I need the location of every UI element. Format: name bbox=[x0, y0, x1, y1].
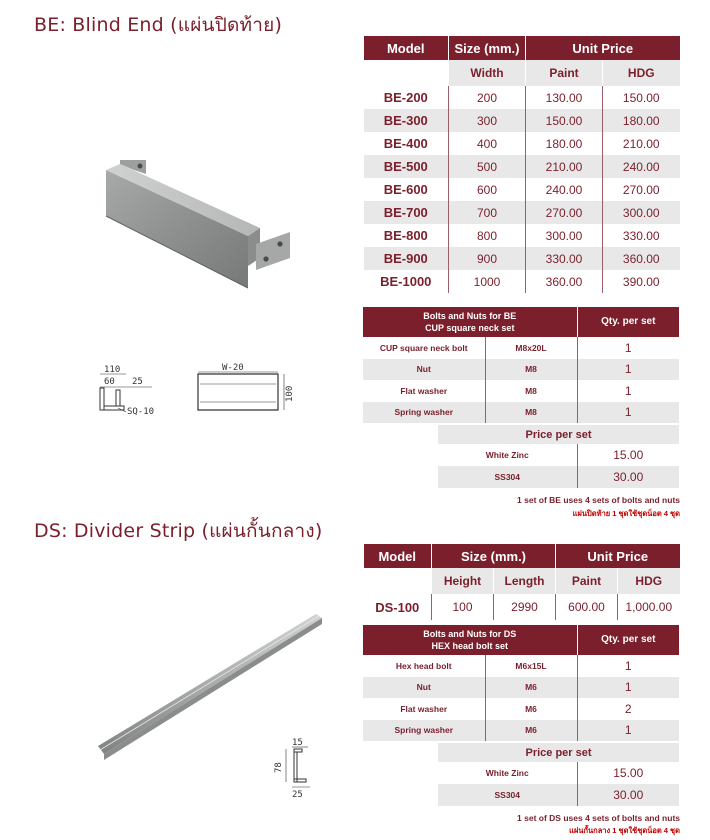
be-header-hdg: HDG bbox=[603, 60, 680, 86]
be-dim-w20: W-20 bbox=[222, 363, 244, 373]
table-cell-paint: 210.00 bbox=[526, 155, 603, 178]
be-price-table bbox=[363, 36, 680, 293]
table-cell-width: 200 bbox=[449, 86, 526, 109]
blind-end-product-image bbox=[100, 158, 296, 294]
table-cell-model: BE-600 bbox=[383, 182, 428, 197]
be-dim-60: 60 bbox=[104, 377, 115, 387]
table-cell-hdg: 270.00 bbox=[603, 178, 680, 201]
ds-bolts-header-line1: Bolts and Nuts for DS bbox=[423, 629, 517, 639]
ds-price-per-set-table bbox=[438, 743, 679, 806]
table-cell-paint: 270.00 bbox=[526, 201, 603, 224]
table-cell-width: 600 bbox=[449, 178, 526, 201]
be-header-size: Size (mm.) bbox=[449, 36, 526, 60]
bolt-size: M6 bbox=[485, 698, 577, 720]
table-cell-model: BE-300 bbox=[364, 109, 449, 132]
table-cell-width: 700 bbox=[449, 201, 526, 224]
table-cell-hdg: 150.00 bbox=[603, 86, 680, 109]
bolt-qty: 1 bbox=[577, 655, 679, 677]
table-cell-hdg: 300.00 bbox=[603, 201, 680, 224]
price-item: SS304 bbox=[438, 466, 577, 488]
bolt-size: M6 bbox=[485, 677, 577, 699]
be-note-thai: แผ่นปิดท้าย 1 ชุดใช้ชุดน็อต 4 ชุด bbox=[572, 509, 680, 518]
table-cell-width: 300 bbox=[449, 109, 526, 132]
bolt-qty: 1 bbox=[577, 720, 679, 742]
table-cell-model: BE-400 bbox=[383, 136, 428, 151]
bolt-size: M8 bbox=[485, 380, 577, 402]
ds-bolts-qty-header: Qty. per set bbox=[577, 625, 679, 655]
be-section-title: BE: Blind End (แผ่นปิดท้าย) bbox=[34, 14, 283, 36]
be-note: 1 set of BE uses 4 sets of bolts and nuts bbox=[517, 495, 680, 505]
table-cell-model: BE-1000 bbox=[380, 274, 432, 289]
bolt-item: Spring washer bbox=[363, 720, 485, 742]
table-cell-hdg: 240.00 bbox=[603, 155, 680, 178]
bolt-item: CUP square neck bolt bbox=[379, 342, 468, 353]
bolt-qty: 2 bbox=[577, 698, 679, 720]
table-cell-paint: 240.00 bbox=[526, 178, 603, 201]
bolt-qty: 1 bbox=[577, 359, 679, 381]
ds-note-thai: แผ่นกั้นกลาง 1 ชุดใช้ชุดน็อต 4 ชุด bbox=[569, 826, 680, 835]
be-bolts-table bbox=[363, 307, 679, 423]
table-cell-hdg: 390.00 bbox=[603, 270, 680, 293]
be-price-per-set-header: Price per set bbox=[438, 425, 679, 444]
table-cell-width: 400 bbox=[449, 132, 526, 155]
ds-dim-25: 25 bbox=[292, 790, 303, 800]
blind-end-front-drawing bbox=[188, 360, 306, 418]
bolt-item: Flat washer bbox=[400, 703, 448, 714]
be-bolts-header bbox=[363, 307, 577, 337]
ds-bolts-header-line2: HEX head bolt set bbox=[431, 641, 509, 651]
table-cell-width: 800 bbox=[449, 224, 526, 247]
table-cell-hdg: 360.00 bbox=[603, 247, 680, 270]
table-cell-paint: 130.00 bbox=[526, 86, 603, 109]
table-cell-width: 500 bbox=[449, 155, 526, 178]
table-cell-width: 900 bbox=[449, 247, 526, 270]
ds-dim-78: 78 bbox=[274, 762, 284, 773]
be-header-width: Width bbox=[449, 60, 526, 86]
bolt-size: M6 bbox=[485, 720, 577, 742]
ds-header-size: Size (mm.) bbox=[432, 544, 556, 568]
table-cell-paint: 150.00 bbox=[526, 109, 603, 132]
ds-bolts-table bbox=[363, 625, 679, 741]
price-value: 15.00 bbox=[577, 444, 679, 466]
ds-price-table bbox=[363, 544, 680, 620]
table-cell-hdg: 180.00 bbox=[603, 109, 680, 132]
ds-header-unit-price: Unit Price bbox=[556, 544, 680, 568]
ds-header-model: Model bbox=[364, 544, 432, 568]
be-bolts-header-line2: CUP square neck set bbox=[425, 323, 515, 333]
ds-header-paint: Paint bbox=[556, 568, 618, 594]
ds-header-hdg: HDG bbox=[618, 568, 680, 594]
ds-bolts-header bbox=[363, 625, 577, 655]
table-cell-paint: 330.00 bbox=[526, 247, 603, 270]
bolt-item: Nut bbox=[363, 359, 485, 381]
ds-note: 1 set of DS uses 4 sets of bolts and nuts bbox=[517, 813, 680, 823]
be-dim-sq10: SQ-10 bbox=[127, 407, 155, 417]
table-cell-model: DS-100 bbox=[375, 599, 420, 615]
bolt-size: M6x15L bbox=[485, 655, 577, 677]
ds-header-height: Height bbox=[432, 568, 494, 594]
bolt-size: M8 bbox=[485, 402, 577, 424]
table-cell-model: BE-200 bbox=[383, 90, 428, 105]
ds-header-length: Length bbox=[494, 568, 556, 594]
bolt-qty: 1 bbox=[577, 677, 679, 699]
ds-price-per-set-header: Price per set bbox=[438, 743, 679, 762]
be-dim-25: 25 bbox=[132, 377, 143, 387]
price-item: White Zinc bbox=[485, 450, 529, 460]
bolt-qty: 1 bbox=[577, 402, 679, 424]
bolt-size: M8x20L bbox=[485, 337, 577, 359]
bolt-item: Nut bbox=[363, 677, 485, 699]
table-cell-paint: 360.00 bbox=[526, 270, 603, 293]
price-value: 15.00 bbox=[577, 762, 679, 784]
be-price-per-set-table bbox=[438, 425, 679, 488]
ds-dim-15: 15 bbox=[292, 738, 303, 748]
bolt-qty: 1 bbox=[577, 380, 679, 402]
be-header-blank bbox=[364, 60, 449, 86]
table-cell-paint: 300.00 bbox=[526, 224, 603, 247]
be-header-unit-price: Unit Price bbox=[526, 36, 680, 60]
bolt-item: Spring washer bbox=[363, 402, 485, 424]
ds-section-title: DS: Divider Strip (แผ่นกั้นกลาง) bbox=[34, 520, 323, 542]
table-cell-length: 2990 bbox=[494, 594, 556, 620]
table-cell-paint: 180.00 bbox=[526, 132, 603, 155]
price-item: White Zinc bbox=[485, 768, 529, 778]
price-value: 30.00 bbox=[577, 784, 679, 806]
table-cell-hdg: 330.00 bbox=[603, 224, 680, 247]
be-header-paint: Paint bbox=[526, 60, 603, 86]
be-bolts-qty-header: Qty. per set bbox=[577, 307, 679, 337]
price-item: SS304 bbox=[438, 784, 577, 806]
ds-header-blank bbox=[364, 568, 432, 594]
table-cell-hdg: 1,000.00 bbox=[618, 594, 680, 620]
table-cell-paint: 600.00 bbox=[556, 594, 618, 620]
bolt-qty: 1 bbox=[577, 337, 679, 359]
table-cell-height: 100 bbox=[432, 594, 494, 620]
table-cell-model: BE-800 bbox=[383, 228, 428, 243]
table-cell-model: BE-700 bbox=[364, 201, 449, 224]
bolt-item: Flat washer bbox=[400, 385, 448, 396]
be-dim-100: 100 bbox=[285, 385, 295, 402]
table-cell-width: 1000 bbox=[449, 270, 526, 293]
be-header-model: Model bbox=[364, 36, 449, 60]
price-value: 30.00 bbox=[577, 466, 679, 488]
blind-end-side-drawing bbox=[92, 362, 172, 424]
divider-strip-drawing bbox=[268, 735, 328, 801]
table-cell-hdg: 210.00 bbox=[603, 132, 680, 155]
table-cell-model: BE-500 bbox=[364, 155, 449, 178]
be-dim-110: 110 bbox=[104, 365, 121, 375]
bolt-size: M8 bbox=[485, 359, 577, 381]
table-cell-model: BE-900 bbox=[364, 247, 449, 270]
be-bolts-header-line1: Bolts and Nuts for BE bbox=[423, 311, 517, 321]
bolt-item: Hex head bolt bbox=[395, 660, 452, 671]
